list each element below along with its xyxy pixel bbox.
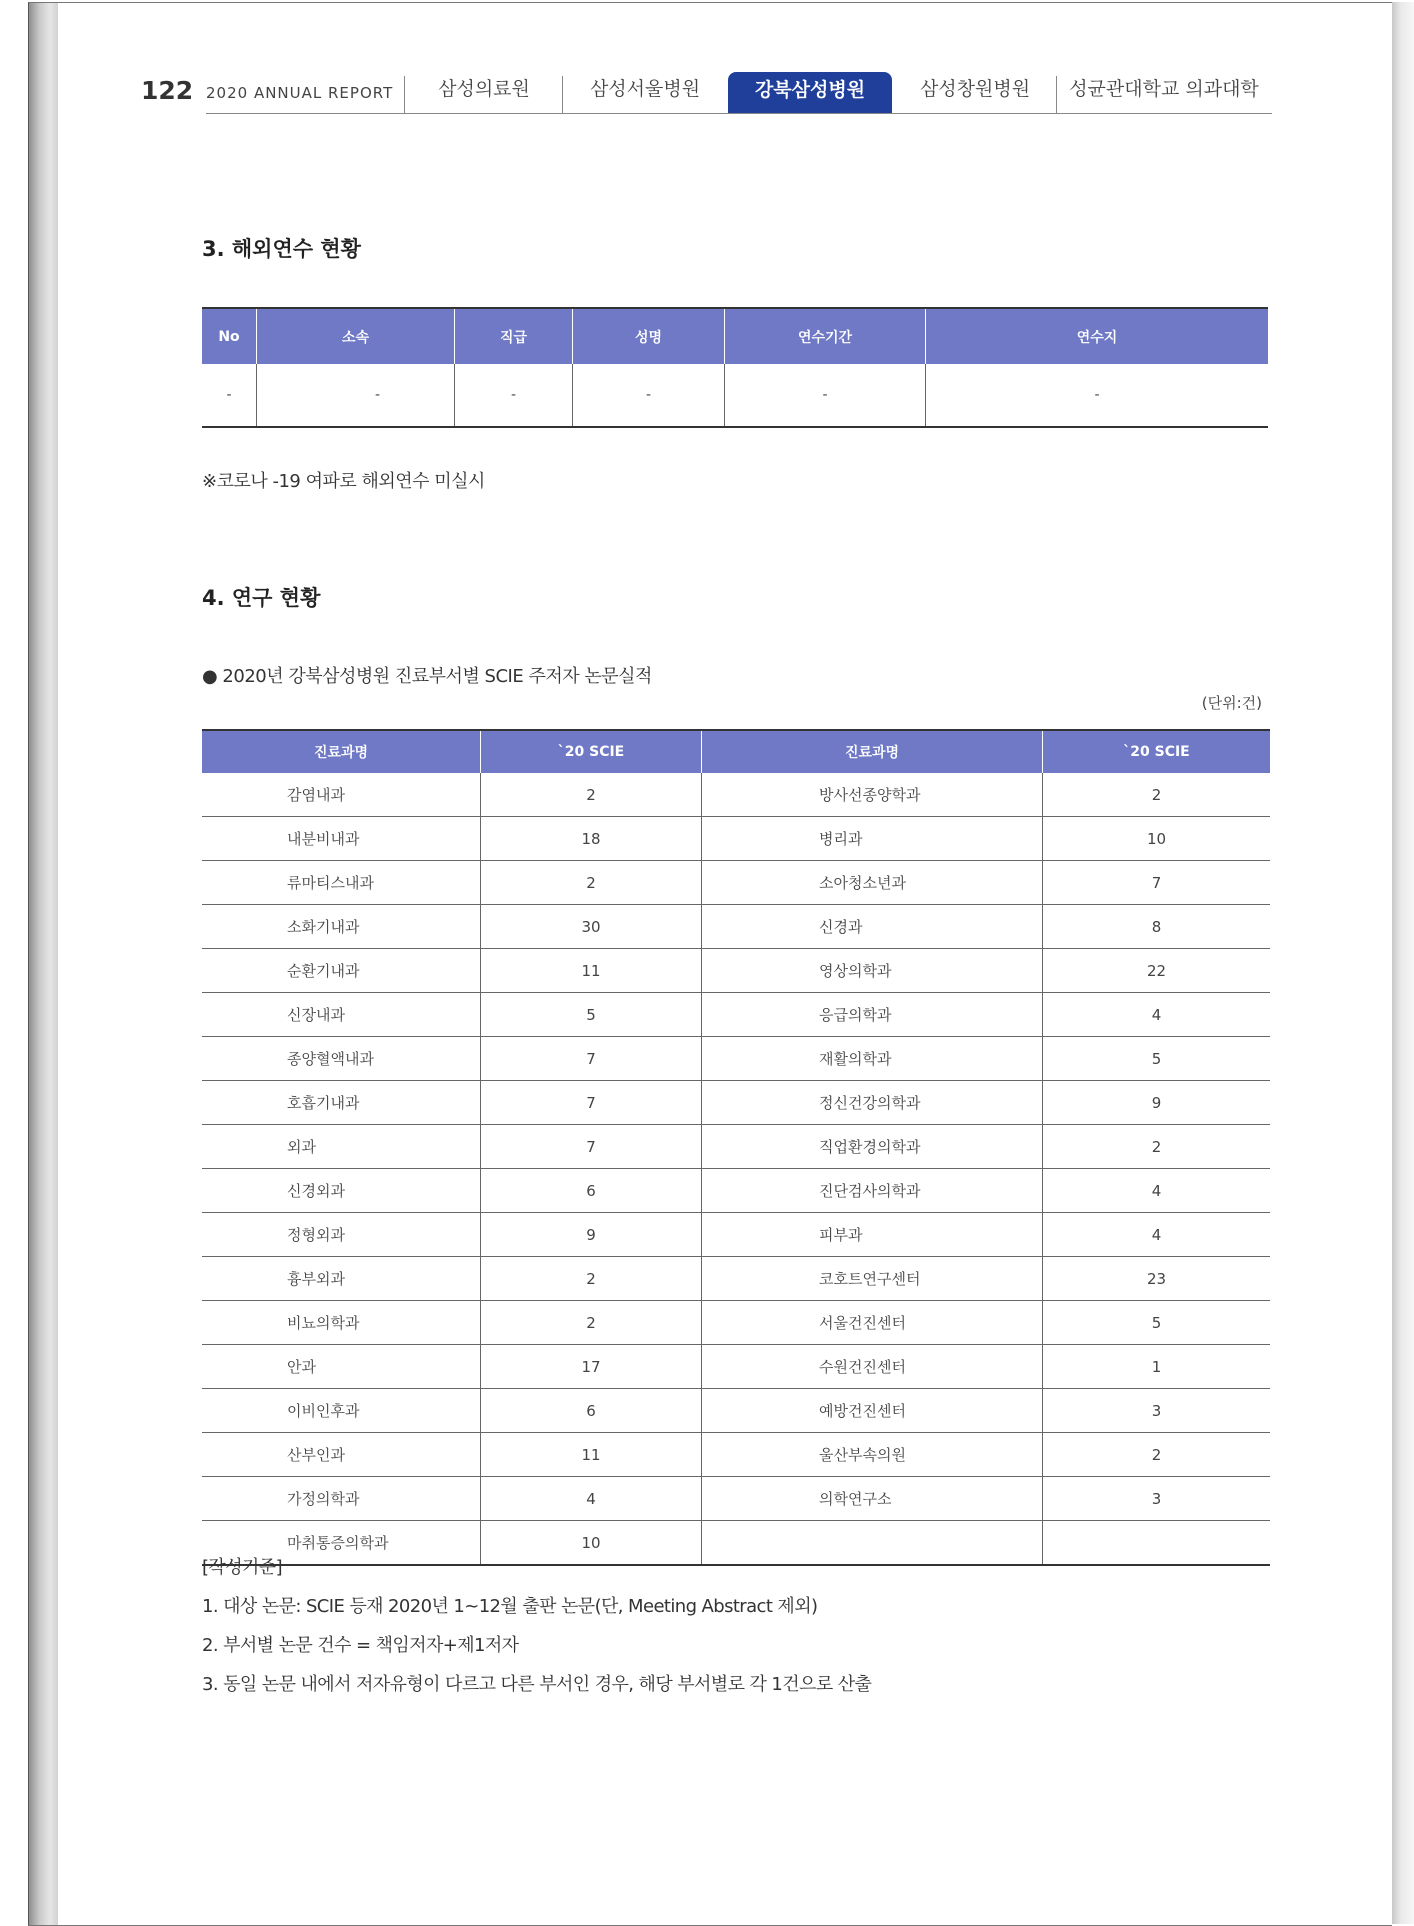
scie-count-cell: 7 [1043,861,1271,905]
department-cell: 내분비내과 [202,817,481,861]
department-cell: 가정의학과 [202,1477,481,1521]
department-cell: 류마티스내과 [202,861,481,905]
page-edge-shadow [1392,2,1414,1924]
department-cell: 의학연구소 [702,1477,1043,1521]
department-cell: 수원건진센터 [702,1345,1043,1389]
table-row [202,993,1270,1037]
column-header-department: 진료과명 [702,730,1043,773]
department-cell: 감염내과 [202,773,481,817]
tab-separator [404,76,405,113]
criteria-item: 3. 동일 논문 내에서 저자유형이 다르고 다른 부서인 경우, 해당 부서별로 각 1건으로 산출 [202,1674,872,1695]
table-cell: - [725,364,926,427]
department-cell: 방사선종양학과 [702,773,1043,817]
department-cell: 호흡기내과 [202,1081,481,1125]
scie-count-cell: 2 [481,861,702,905]
column-header-position: 직급 [455,308,573,364]
scie-count-cell: 7 [481,1081,702,1125]
table-row [202,1169,1270,1213]
department-cell: 병리과 [702,817,1043,861]
column-header-scie-count: `20 SCIE [1043,730,1271,773]
tab-samsung-medical-center[interactable]: 삼성의료원 [438,78,530,100]
tab-skku-medical-school[interactable]: 성균관대학교 의과대학 [1069,78,1259,100]
column-header-affiliation: 소속 [257,308,455,364]
scie-count-cell: 2 [481,1257,702,1301]
scie-count-cell: 10 [481,1521,702,1566]
scie-publications-table [202,729,1270,1566]
unit-label: (단위:건) [1201,694,1262,712]
table-row [202,1345,1270,1389]
scie-count-cell: 23 [1043,1257,1271,1301]
criteria-item: 1. 대상 논문: SCIE 등재 2020년 1~12월 출판 논문(단, Meeting Abstract 제외) [202,1596,818,1617]
department-cell: 예방건진센터 [702,1389,1043,1433]
table-cell: - [573,364,725,427]
department-cell: 피부과 [702,1213,1043,1257]
table-row [202,861,1270,905]
scie-count-cell: 5 [1043,1301,1271,1345]
scie-count-cell: 7 [481,1037,702,1081]
tab-kangbuk-samsung-hospital[interactable]: 강북삼성병원 [728,72,892,113]
department-cell: 직업환경의학과 [702,1125,1043,1169]
column-header-location: 연수지 [926,308,1269,364]
scie-count-cell: 6 [481,1169,702,1213]
table-row [202,1081,1270,1125]
tab-samsung-seoul-hospital[interactable]: 삼성서울병원 [589,78,701,100]
column-header-department: 진료과명 [202,730,481,773]
department-cell: 비뇨의학과 [202,1301,481,1345]
table-row [202,1257,1270,1301]
criteria-item: 2. 부서별 논문 건수 = 책임저자+제1저자 [202,1635,519,1656]
department-cell: 영상의학과 [702,949,1043,993]
scie-count-cell: 7 [481,1125,702,1169]
department-cell: 코호트연구센터 [702,1257,1043,1301]
department-cell: 순환기내과 [202,949,481,993]
column-header-period: 연수기간 [725,308,926,364]
table-cell: - [257,364,455,427]
scie-count-cell: 1 [1043,1345,1271,1389]
scie-count-cell: 3 [1043,1477,1271,1521]
tab-separator [562,76,563,113]
table-row [202,817,1270,861]
scie-count-cell: 11 [481,949,702,993]
department-cell: 이비인후과 [202,1389,481,1433]
department-cell: 마취통증의학과 [202,1521,481,1566]
department-cell: 신경외과 [202,1169,481,1213]
table-cell: - [455,364,573,427]
table-row [202,949,1270,993]
table-row [202,1037,1270,1081]
scie-count-cell: 2 [481,1301,702,1345]
department-cell [702,1521,1043,1566]
department-cell: 진단검사의학과 [702,1169,1043,1213]
scie-count-cell: 2 [481,773,702,817]
table-row [202,1433,1270,1477]
section-title-research-status: 4. 연구 현황 [202,586,321,610]
table-row [202,1389,1270,1433]
book-spine [28,2,59,1926]
department-cell: 서울건진센터 [702,1301,1043,1345]
header-rule [206,113,1272,114]
tab-samsung-changwon-hospital[interactable]: 삼성창원병원 [919,78,1031,100]
report-name: 2020 ANNUAL REPORT [206,84,394,102]
table-body [202,773,1270,1565]
department-cell: 울산부속의원 [702,1433,1043,1477]
page-number: 122 [141,76,194,105]
scie-count-cell: 2 [1043,1433,1271,1477]
table-row [202,905,1270,949]
scie-count-cell: 6 [481,1389,702,1433]
table-row [202,1213,1270,1257]
scie-count-cell: 10 [1043,817,1271,861]
scie-count-cell: 2 [1043,1125,1271,1169]
scie-count-cell: 17 [481,1345,702,1389]
scie-count-cell: 9 [481,1213,702,1257]
department-cell: 정신건강의학과 [702,1081,1043,1125]
scie-count-cell [1043,1521,1271,1566]
department-cell: 신경과 [702,905,1043,949]
department-cell: 소아청소년과 [702,861,1043,905]
table-row [202,1125,1270,1169]
scie-count-cell: 5 [481,993,702,1037]
tab-separator [1056,76,1057,113]
section-title-overseas-training: 3. 해외연수 현황 [202,237,361,261]
research-table-subtitle: ● 2020년 강북삼성병원 진료부서별 SCIE 주저자 논문실적 [202,666,652,687]
table-row [202,1301,1270,1345]
overseas-training-note: ※코로나 -19 여파로 해외연수 미실시 [202,471,485,492]
scie-count-cell: 4 [1043,993,1271,1037]
department-cell: 흉부외과 [202,1257,481,1301]
table-row [202,773,1270,817]
scie-count-cell: 4 [1043,1169,1271,1213]
scie-count-cell: 4 [481,1477,702,1521]
table-cell: - [202,364,257,427]
scie-count-cell: 5 [1043,1037,1271,1081]
scie-count-cell: 9 [1043,1081,1271,1125]
column-header-name: 성명 [573,308,725,364]
department-cell: 재활의학과 [702,1037,1043,1081]
scie-count-cell: 30 [481,905,702,949]
scie-count-cell: 2 [1043,773,1271,817]
department-cell: 종양혈액내과 [202,1037,481,1081]
department-cell: 신장내과 [202,993,481,1037]
table-row [202,1477,1270,1521]
table-row [202,1521,1270,1566]
scie-count-cell: 11 [481,1433,702,1477]
table-cell: - [926,364,1269,427]
table-header-row [202,308,1268,364]
department-cell: 안과 [202,1345,481,1389]
department-cell: 산부인과 [202,1433,481,1477]
scie-count-cell: 18 [481,817,702,861]
table-header-row [202,730,1270,773]
column-header-no: No [202,308,257,364]
scie-count-cell: 8 [1043,905,1271,949]
department-cell: 소화기내과 [202,905,481,949]
department-cell: 응급의학과 [702,993,1043,1037]
scie-count-cell: 3 [1043,1389,1271,1433]
department-cell: 외과 [202,1125,481,1169]
scie-count-cell: 22 [1043,949,1271,993]
overseas-training-table [202,307,1268,428]
column-header-scie-count: `20 SCIE [481,730,702,773]
criteria-heading: [작성기준] [202,1557,282,1578]
table-row [202,364,1268,427]
scie-count-cell: 4 [1043,1213,1271,1257]
department-cell: 정형외과 [202,1213,481,1257]
